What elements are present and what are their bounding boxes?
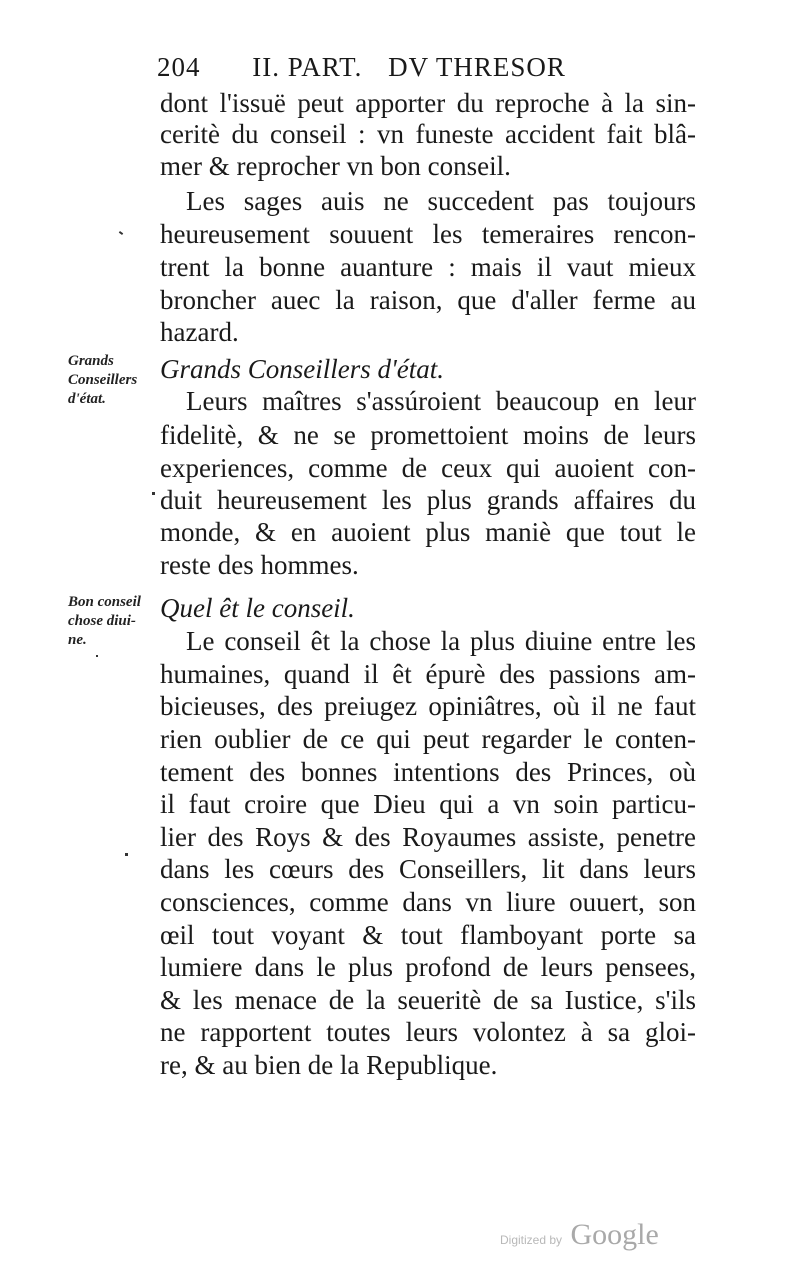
watermark-text: Digitized by — [500, 1233, 563, 1247]
text-line: lumiere dans le plus profond de leurs pensees, — [160, 952, 696, 982]
section-heading: Quel êt le conseil. — [160, 593, 355, 623]
margin-note-grands-conseillers — [68, 352, 137, 409]
ink-speck — [125, 853, 128, 856]
page-number: 204 — [157, 52, 201, 82]
text-line: mer & reprocher vn bon conseil. — [160, 151, 511, 181]
text-line: consciences, comme dans vn liure ouuert, son — [160, 887, 696, 917]
text-line: trent la bonne auanture : mais il vaut mieux — [160, 252, 696, 282]
text-line: duit heureusement les plus grands affaires du — [160, 485, 696, 515]
text-line: ceritè du conseil : vn funeste accident fait blâ- — [160, 119, 696, 149]
ink-speck — [119, 231, 123, 235]
text-line: il faut croire que Dieu qui a vn soin particu- — [160, 789, 696, 819]
text-line: hazard. — [160, 317, 239, 347]
text-line: fidelitè, & ne se promettoient moins de leurs — [160, 420, 696, 450]
text-line: œil tout voyant & tout flamboyant porte sa — [160, 920, 696, 950]
text-line: dans les cœurs des Conseillers, lit dans leurs — [160, 854, 696, 884]
text-line: re, & au bien de la Republique. — [160, 1050, 498, 1080]
digitized-watermark — [500, 1218, 659, 1252]
margin-note-line: Bon conseil — [68, 594, 141, 610]
text-line: broncher auec la raison, que d'aller ferme au — [160, 285, 696, 315]
text-line: reste des hommes. — [160, 550, 359, 580]
margin-note-line: chose diui- — [68, 613, 136, 629]
ink-speck — [96, 655, 98, 657]
header-part: II. PART. — [252, 52, 363, 82]
margin-note-bon-conseil — [68, 593, 141, 650]
text-line: experiences, comme de ceux qui auoient con- — [160, 453, 696, 483]
text-line: monde, & en auoient plus maniè que tout le — [160, 517, 696, 547]
header-title: DV THRESOR — [388, 52, 566, 82]
text-line: Les sages auis ne succedent pas toujours — [186, 186, 696, 216]
text-line: Le conseil êt la chose la plus diuine entre les — [186, 626, 696, 656]
text-line: ne rapportent toutes leurs volontez à sa gloi- — [160, 1017, 696, 1047]
running-header — [157, 52, 566, 83]
margin-note-line: ne. — [68, 632, 87, 648]
margin-note-line: Conseillers — [68, 372, 138, 388]
text-line: humaines, quand il êt épurè des passions am- — [160, 659, 696, 689]
ink-speck — [152, 492, 155, 495]
text-line: lier des Roys & des Royaumes assiste, penetre — [160, 822, 696, 852]
text-line: & les menace de la seueritè de sa Iustice, s'ils — [160, 985, 696, 1015]
text-line: bicieuses, des preiugez opiniâtres, où il ne faut — [160, 691, 696, 721]
margin-note-line: Grands — [68, 353, 114, 369]
margin-note-line: d'état. — [68, 391, 106, 407]
google-logo: Google — [570, 1218, 659, 1251]
text-line: dont l'issuë peut apporter du reproche à la sin- — [160, 88, 696, 118]
text-line: rien oublier de ce qui peut regarder le conten- — [160, 724, 696, 754]
text-line: Leurs maîtres s'assúroient beaucoup en leur — [186, 386, 696, 416]
text-line: heureusement souuent les temeraires rencon- — [160, 219, 696, 249]
section-heading: Grands Conseillers d'état. — [160, 354, 445, 384]
text-line: tement des bonnes intentions des Princes, où — [160, 757, 696, 787]
